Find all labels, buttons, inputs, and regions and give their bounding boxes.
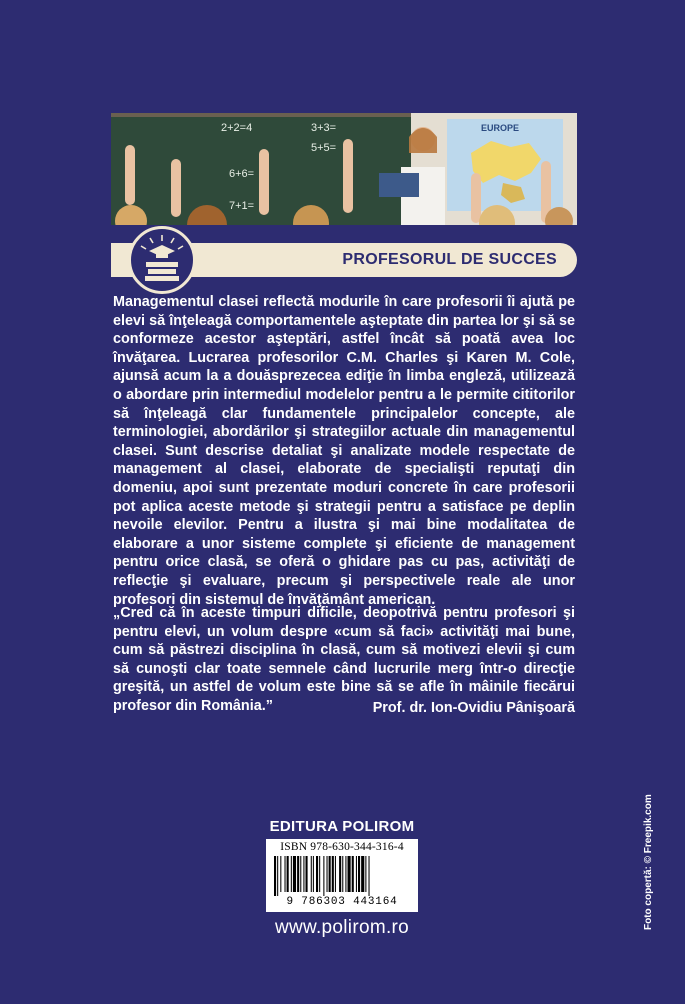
board-text: 6+6= [229, 168, 255, 180]
description-text: Managementul clasei reflectă modurile în care profesorii îi ajută pe elevi să înţeleagă comportamentele aşteptate din partea lor şi să se conformeze acestor aşteptări, astfel încât să poată avea loc învăţarea. Lucrarea profesorilor C.M. Charles şi Karen M. Cole, ajunsă acum la a douăsprezecea ediţie în limba engleză, utilizează o abordare prin intermediul modelelor pentru a le permite cititorilor să înţeleagă clar fundamentele principalelor concepte, ale terminologiei, abordărilor şi strategiilor actuale din managementul clasei. Sunt descrise detaliat şi analizate modele respectate de management al clasei, elaborate de specialişti reputaţi din domeniu, apoi sunt prezentate moduri concrete în care profesorii pot aplica aceste metode şi strategii pentru a satisface pe deplin nevoile elevilor. Pentru a ilustra şi mai bine modalitatea de elaborare a unor sisteme complete şi eficiente de management pentru orice clasă, se oferă o ghidare pas cu pas, activităţi de reflecţie şi evaluare, precum şi perspectivele reale ale unor profesori din sistemul de învăţământ american. [113, 294, 575, 608]
isbn-barcode [266, 839, 418, 912]
endorsement-quote: „Cred că în aceste timpuri dificile, deopotrivă pentru profesori şi pentru elevi, un volum despre «cum să faci» activităţi mai bune, cum să păstrezi disciplina în clasă, cum să motivezi elevii şi cum să cunoşti clar toate semnele când lucrurile merg într-o direcţie greşită, un astfel de volum este bine să se afle în mâinile fiecărui profesor din România.” [113, 605, 575, 714]
photo-credit: Foto copertă: © Freepik.com [643, 794, 654, 930]
board-text: 2+2=4 [221, 122, 253, 134]
classroom-photo [111, 113, 577, 225]
map-label: EUROPE [481, 123, 520, 133]
description [113, 293, 575, 609]
board-text: 5+5= [311, 142, 337, 154]
barcode-icon [272, 856, 412, 896]
series-logo-icon [128, 226, 196, 294]
isbn-text: ISBN 978-630-344-316-4 [280, 841, 404, 853]
board-text: 7+1= [229, 200, 255, 212]
publisher-website: www.polirom.ro [274, 917, 410, 938]
publisher-name: EDITURA POLIROM [269, 818, 415, 835]
board-text: 3+3= [311, 122, 337, 134]
series-title: PROFESORUL DE SUCCES [342, 251, 557, 268]
quote-author: Prof. dr. Ion-Ovidiu Pânişoară [372, 700, 575, 716]
barcode-digits: 9 786303 443164 [286, 896, 398, 908]
